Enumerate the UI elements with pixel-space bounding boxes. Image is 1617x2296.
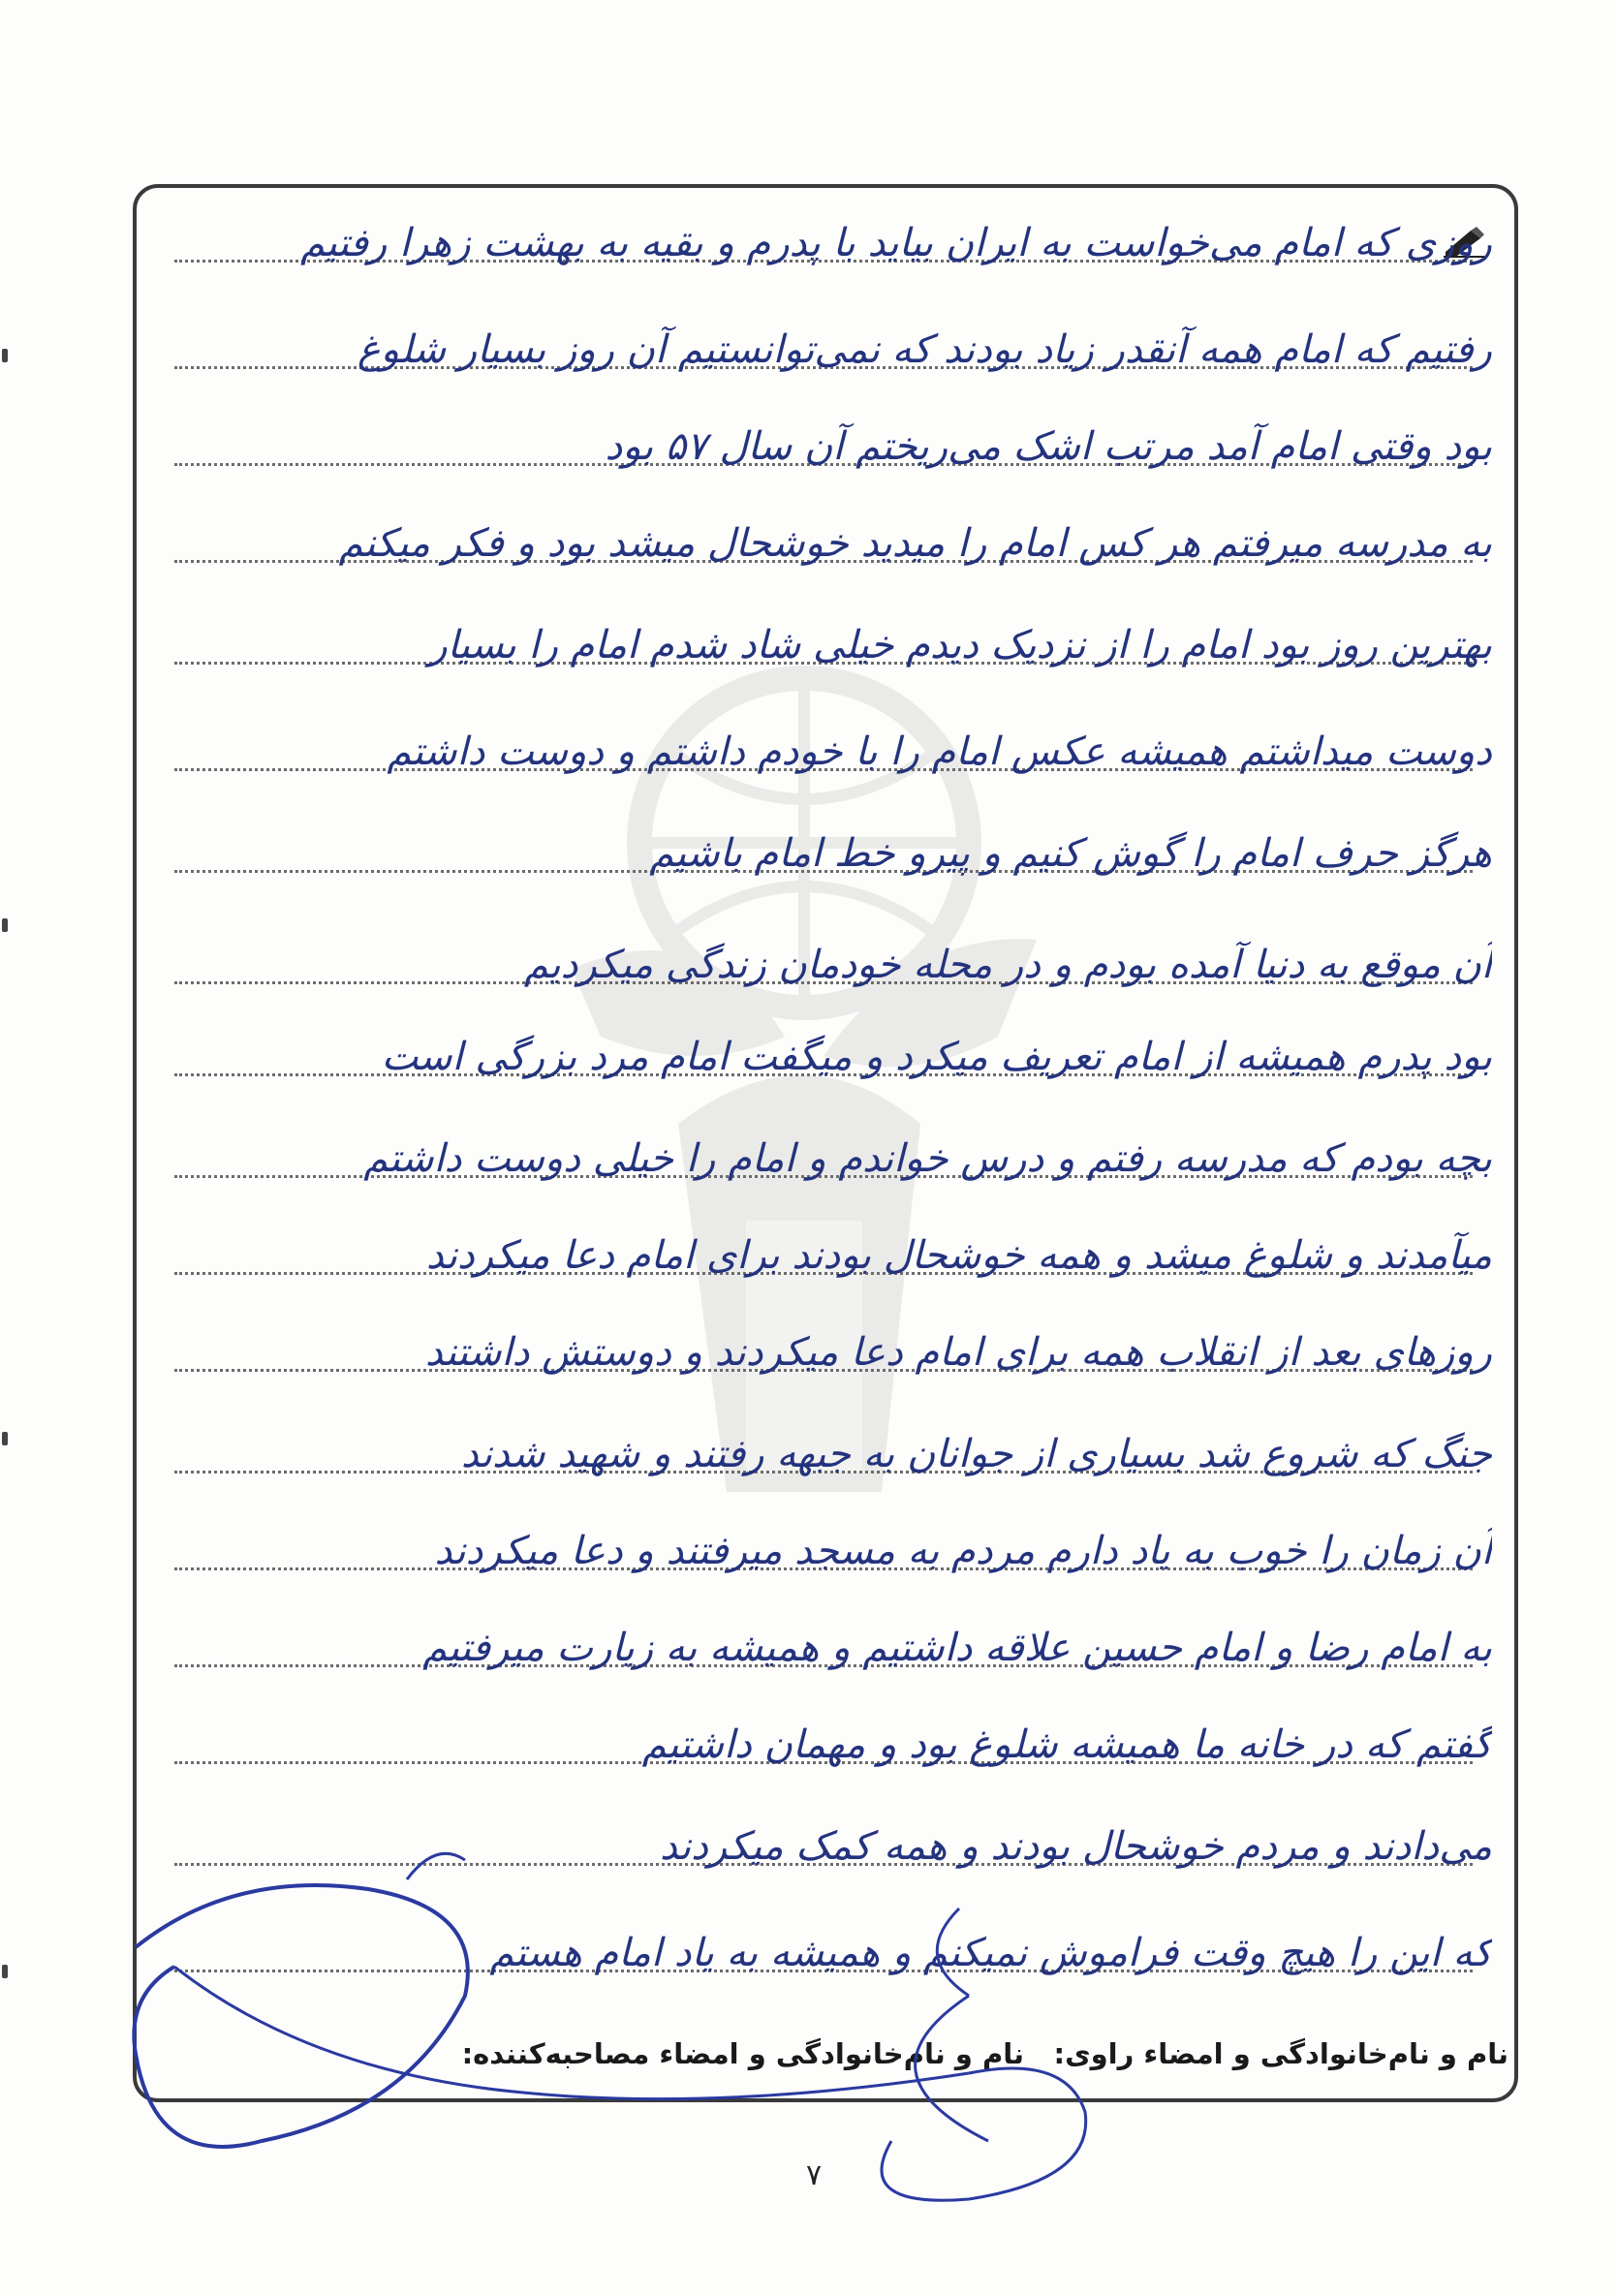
handwritten-line: بود پدرم همیشه از امام تعریف میکرد و میگفت امام مرد بزرگی است [381,1035,1492,1079]
binding-mark [2,1432,8,1445]
handwritten-line: بود وقتی امام آمد مرتب اشک می‌ریختم آن سال ۵۷ بود [605,424,1492,469]
handwritten-line: آن زمان را خوب به یاد دارم مردم به مسجد میرفتند و دعا میکردند [434,1529,1492,1573]
interviewer-signature-label: نام و نام‌خانوادگی و امضاء مصاحبه‌کننده: [461,2037,1024,2070]
handwritten-line: جنگ که شروع شد بسیاری از جوانان به جبهه رفتند و شهید شدند [460,1432,1492,1476]
handwritten-line: گفتم که در خانه ما همیشه شلوغ بود و مهمان داشتیم [641,1722,1492,1767]
handwritten-line: روزی که امام می‌خواست به ایران بیاید با پدرم و بقیه به بهشت زهرا رفتیم [300,221,1492,265]
handwritten-line: که این را هیچ وقت فراموش نمیکنم و همیشه به یاد امام هستم [489,1931,1492,1975]
signature-scribble [116,1821,1279,2228]
handwritten-line: رفتیم که امام همه آنقدر زیاد بودند که نمی‌توانستیم آن روز بسیار شلوغ [357,327,1492,372]
handwritten-line: به مدرسه میرفتم هر کس امام را میدید خوشحال میشد بود و فکر میکنم [338,521,1492,566]
handwritten-line: می‌دادند و مردم خوشحال بودند و همه کمک میکردند [659,1824,1492,1869]
handwritten-line: هرگز حرف امام را گوش کنیم و پیرو خط امام باشیم [649,831,1492,876]
narrator-signature-label: نام و نام‌خانوادگی و امضاء راوی: [1053,2037,1508,2070]
handwritten-line: آن موقع به دنیا آمده بودم و در محله خودمان زندگی میکردیم [523,943,1492,987]
handwritten-line: دوست میداشتم همیشه عکس امام را با خودم داشتم و دوست داشتم [387,729,1492,774]
binding-mark [2,1965,8,1978]
handwritten-line: به امام رضا و امام حسین علاقه داشتیم و همیشه به زیارت میرفتیم [422,1626,1492,1670]
handwritten-line: بهترین روز بود امام را از نزدیک دیدم خیلی شاد شدم امام را بسیار [428,623,1492,667]
handwritten-line: میآمدند و شلوغ میشد و همه خوشحال بودند برای امام دعا میکردند [425,1233,1492,1278]
page-number: ۷ [805,2158,823,2192]
handwritten-line: بچه بودم که مدرسه رفتم و درس خواندم و امام را خیلی دوست داشتم [363,1136,1492,1181]
binding-mark [2,349,8,362]
handwritten-line: روزهای بعد از انقلاب همه برای امام دعا میکردند و دوستش داشتند [424,1330,1492,1375]
binding-mark [2,918,8,932]
